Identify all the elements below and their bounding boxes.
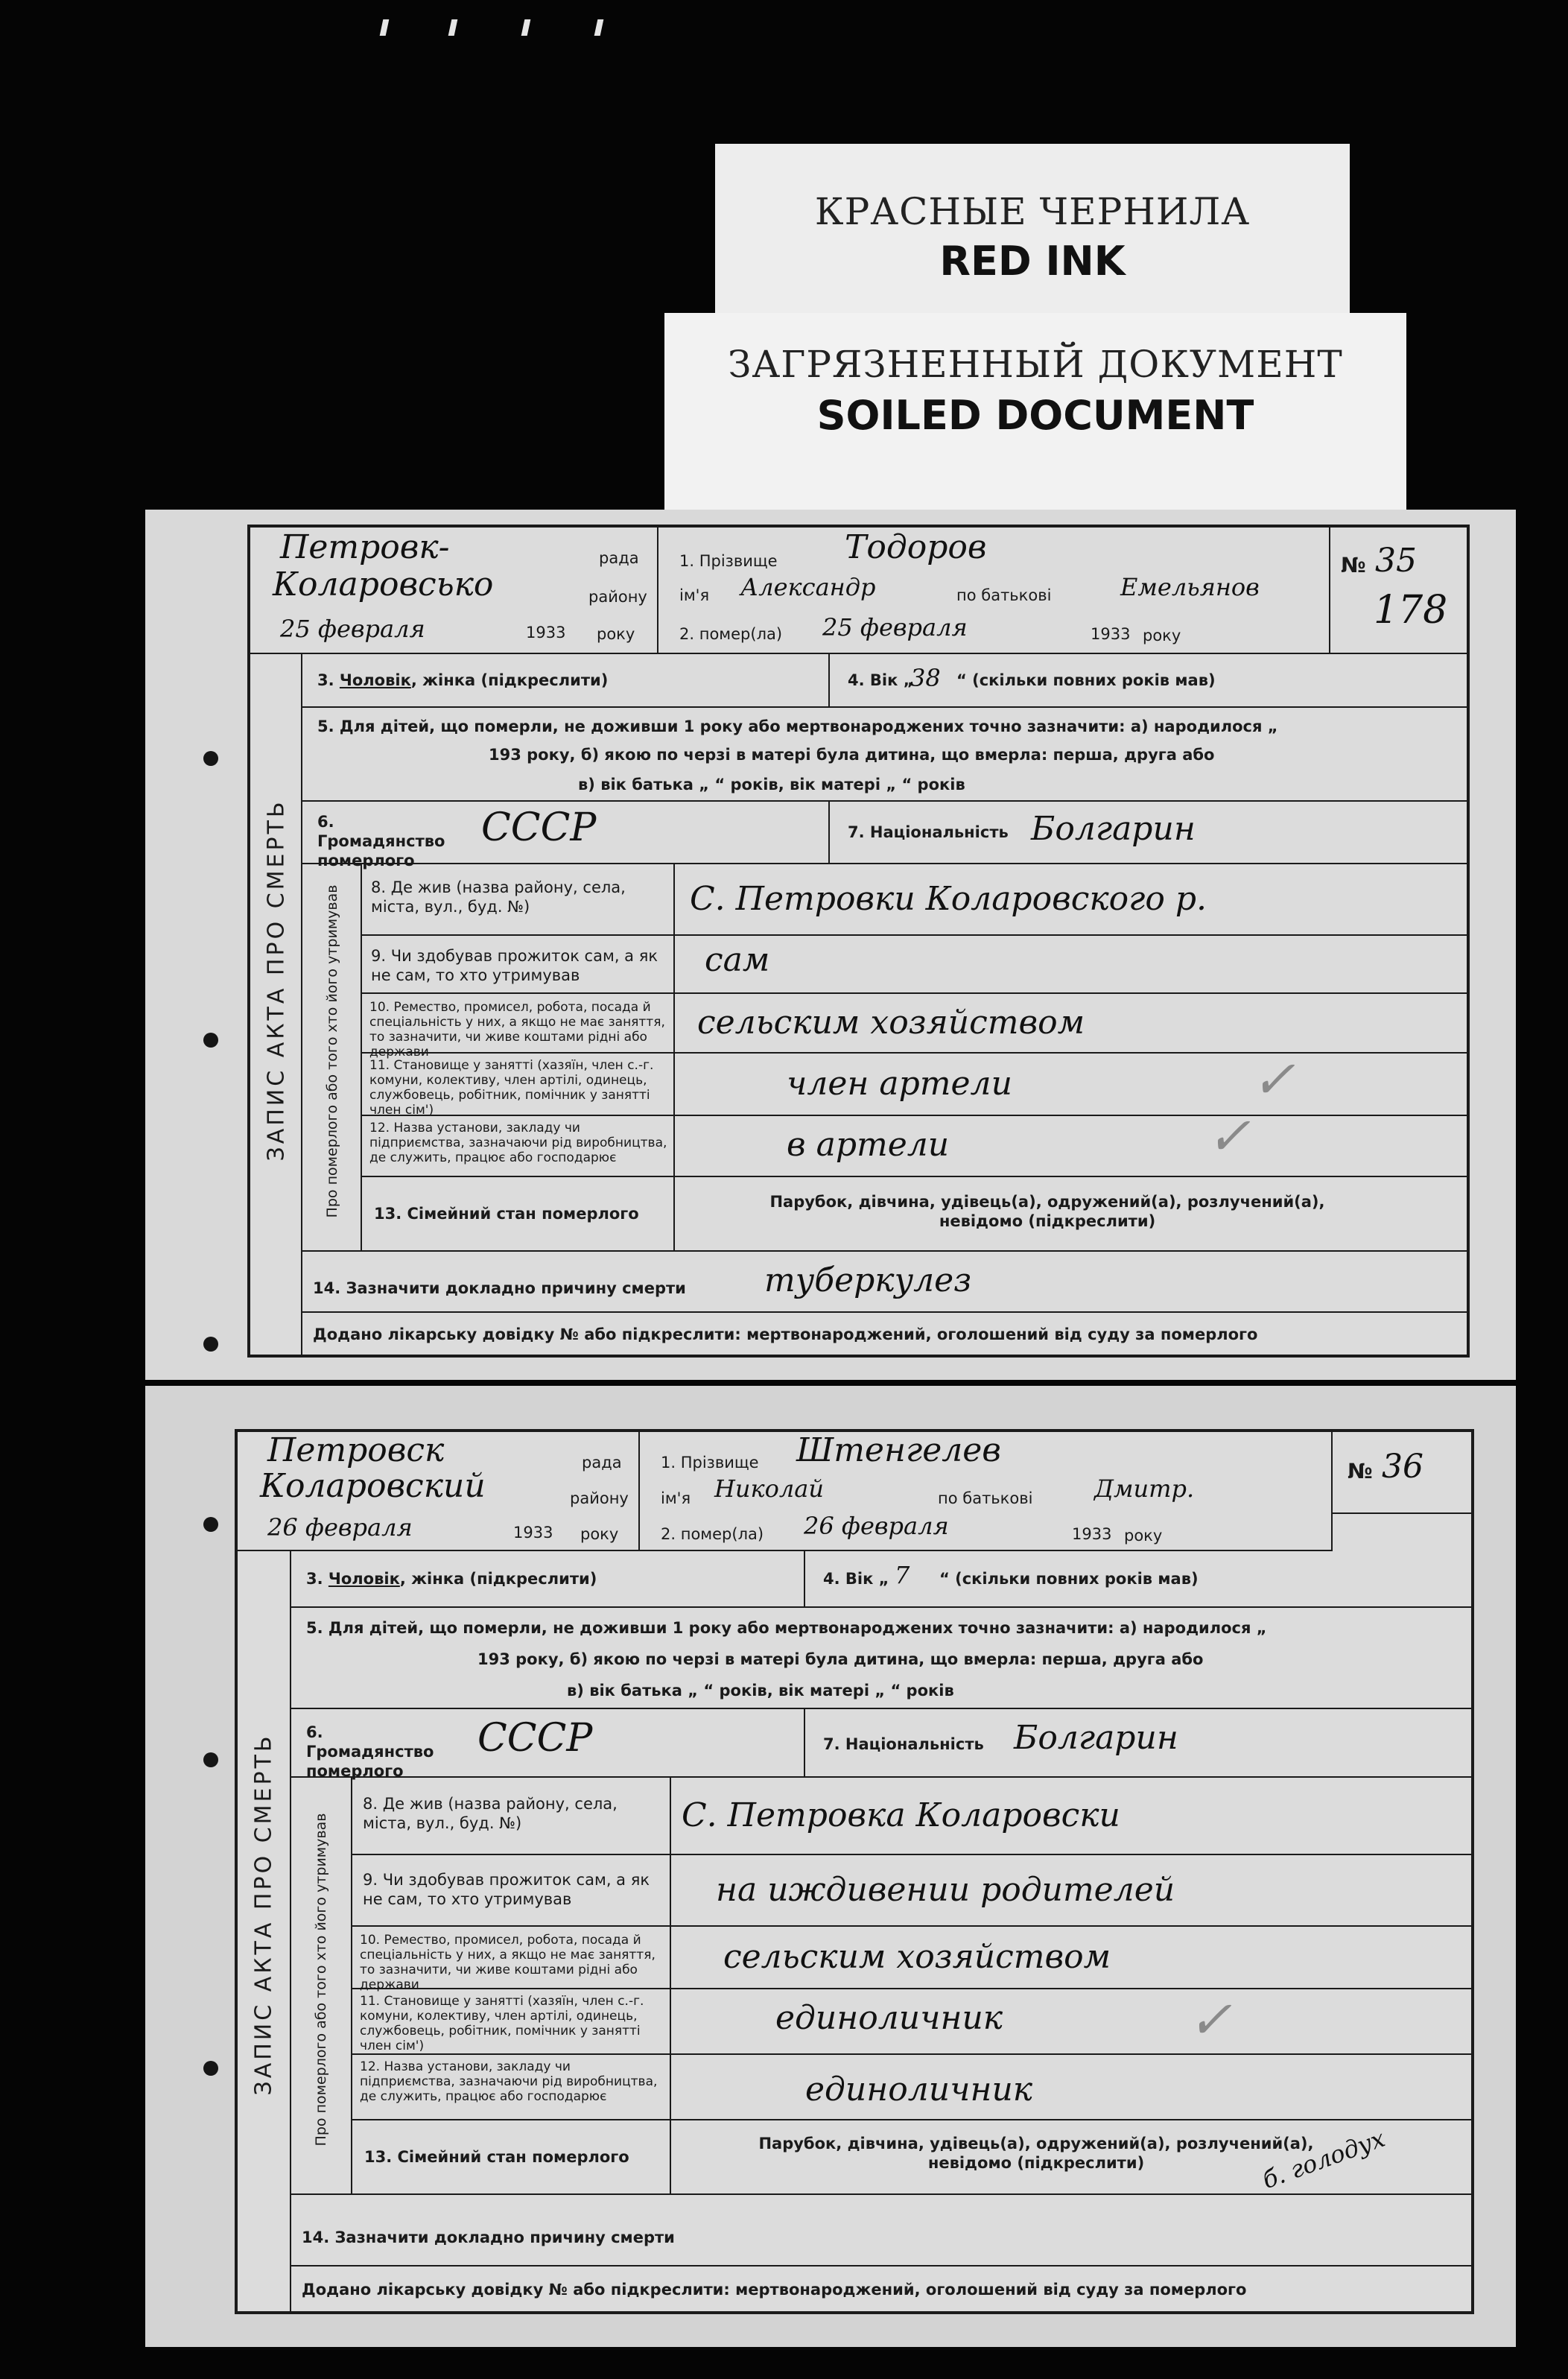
field-5-cell xyxy=(302,708,1467,802)
patronymic-value: Дмитр. xyxy=(1094,1474,1195,1503)
red-ink-label-ru: КРАСНЫЕ ЧЕРНИЛА xyxy=(814,190,1251,233)
surname-label: 1. Прізвище xyxy=(661,1454,759,1472)
side-title: ЗАПИС АКТА ПРО СМЕРТЬ xyxy=(263,799,290,1162)
died-year-label: року xyxy=(1143,627,1181,644)
soiled-label-en: SOILED DOCUMENT xyxy=(816,392,1254,439)
field-14-cell xyxy=(291,2195,1471,2266)
cause-of-death-value: туберкулез xyxy=(764,1261,972,1299)
footer-text: Додано лікарську довідку № або підкреслити: мертвонароджений, оголошений від суду за померлого xyxy=(313,1325,1258,1343)
field-11-value-cell xyxy=(671,1989,1471,2055)
number-sign: № xyxy=(1348,1459,1373,1483)
sub-column-title: Про померлого або того хто його утримував xyxy=(324,884,340,1218)
raion-value: Коларовсько xyxy=(273,566,494,604)
occupation-value: сельским хозяйством xyxy=(697,1004,1085,1042)
nationality-label: 7. Національність xyxy=(848,823,1009,841)
field-13-value-cell xyxy=(671,2120,1471,2195)
field-13-label: 13. Сімейний стан померлого xyxy=(374,1205,639,1223)
died-value: 25 февраля xyxy=(822,613,968,642)
field-11-label-cell xyxy=(362,1054,675,1116)
film-notch xyxy=(594,19,604,36)
record-number-cell xyxy=(1333,1432,1471,1514)
film-notch xyxy=(380,19,390,36)
death-record-sheet-2 xyxy=(145,1386,1516,2347)
sub-column-title: Про померлого або того хто його утримував xyxy=(313,1813,329,2147)
field-6-cell xyxy=(291,1709,805,1778)
field-8-value-cell xyxy=(671,1778,1471,1855)
field-11-label: 11. Становище у занятті (хазяїн, член с.-г. комуни, колективу, член артілі, одинець, службовець, робітник, помічник у занятті член сім') xyxy=(360,1994,644,2053)
field-4-cell xyxy=(830,654,1467,708)
field-5-line-3: в) вік батька „ “ років, вік матері „ “ років xyxy=(567,1682,954,1699)
footer-text: Додано лікарську довідку № або підкреслити: мертвонароджений, оголошений від суду за померлого xyxy=(302,2281,1247,2299)
field-13-value-cell xyxy=(675,1177,1467,1252)
field-13-label: 13. Сімейний стан померлого xyxy=(364,2148,629,2166)
header-person-cell xyxy=(658,528,1330,654)
name-label: ім'я xyxy=(661,1489,691,1507)
field-5-line-1: 5. Для дітей, що померли, не доживши 1 року або мертвонароджених точно зазначити: а) народилося „ xyxy=(306,1619,1267,1637)
field-9-label: 9. Чи здобував прожиток сам, а як не сам, то хто утримував xyxy=(371,947,658,984)
death-record-form-2 xyxy=(235,1429,1474,2314)
field-10-label: 10. Ремество, промисел, робота, посада й спеціальність у них, а якщо не має заняття, то зазначити, чи живе коштами рідні або держави xyxy=(360,1933,656,1992)
field-3-number: 3. xyxy=(317,671,334,689)
field-8-label: 8. Де жив (назва району, села, міста, вул., буд. №) xyxy=(363,1795,618,1832)
margin-note: б. голодух xyxy=(1258,2123,1389,2195)
field-14-label: 14. Зазначити докладно причину смерти xyxy=(302,2228,675,2246)
registration-year: 1933 xyxy=(526,624,566,642)
patronymic-label: по батькові xyxy=(956,586,1052,604)
citizenship-value: СССР xyxy=(481,805,597,850)
died-year: 1933 xyxy=(1091,625,1131,643)
died-label: 2. помер(ла) xyxy=(661,1525,764,1543)
number-sign: № xyxy=(1341,553,1366,577)
side-title-column xyxy=(238,1551,291,2311)
field-9-label-cell xyxy=(362,936,675,994)
field-12-value-cell xyxy=(671,2055,1471,2120)
field-10-label-cell xyxy=(362,994,675,1059)
age-label: 4. Вік „ xyxy=(848,671,914,689)
field-8-label-cell xyxy=(362,864,675,936)
name-value: Александр xyxy=(740,573,876,601)
died-year-label: року xyxy=(1124,1527,1163,1545)
field-10-value-cell xyxy=(671,1927,1471,1989)
field-12-label: 12. Назва установи, закладу чи підприємства, зазначаючи рід виробництва, де служить, працює або господарює xyxy=(369,1121,667,1165)
raion-value: Коларовский xyxy=(260,1467,486,1505)
binder-hole xyxy=(203,1033,218,1048)
citizenship-label: 6. Громадянство померлого xyxy=(306,1723,434,1780)
record-number-cell xyxy=(1330,528,1467,654)
year-label: року xyxy=(597,625,635,643)
checkmark-icon: ✓ xyxy=(1184,1989,1245,2050)
field-3-cell xyxy=(302,654,830,708)
field-3-label xyxy=(317,671,608,690)
field-6-cell xyxy=(302,802,830,869)
field-11-value-cell xyxy=(675,1049,1467,1116)
name-value: Николай xyxy=(714,1474,824,1503)
field-7-cell xyxy=(830,802,1467,864)
film-notch xyxy=(521,19,531,36)
support-value: сам xyxy=(705,941,770,979)
soiled-label-ru: ЗАГРЯЗНЕННЫЙ ДОКУМЕНТ xyxy=(728,343,1343,386)
rada-label: рада xyxy=(582,1454,622,1472)
age-label: 4. Вік „ xyxy=(823,1570,889,1588)
citizenship-label: 6. Громадянство померлого xyxy=(317,813,445,869)
field-12-label: 12. Назва установи, закладу чи підприємства, зазначаючи рід виробництва, де служить, працює або господарює xyxy=(360,2059,658,2104)
sex-man-underlined: Чоловік xyxy=(339,671,411,689)
year-label: року xyxy=(580,1525,619,1543)
death-record-form-1 xyxy=(247,525,1470,1358)
record-number-alt: 178 xyxy=(1374,588,1448,633)
registration-date-value: 26 февраля xyxy=(267,1513,413,1542)
binder-hole xyxy=(203,1337,218,1352)
sub-column xyxy=(302,864,362,1252)
checkmark-icon: ✓ xyxy=(1203,1106,1263,1167)
rada-value: Петровск xyxy=(267,1431,445,1469)
field-8-label: 8. Де жив (назва району, села, міста, вул., буд. №) xyxy=(371,878,626,916)
field-11-label-cell xyxy=(352,1989,671,2055)
field-5-line-1: 5. Для дітей, що померли, не доживши 1 року або мертвонароджених точно зазначити: а) народилося „ xyxy=(317,717,1278,735)
field-4-cell xyxy=(805,1551,1471,1608)
died-value: 26 февраля xyxy=(804,1512,949,1540)
registration-date-value: 25 февраля xyxy=(280,615,425,643)
citizenship-value: СССР xyxy=(477,1716,593,1761)
sex-instruction: , жінка (підкреслити) xyxy=(399,1570,597,1588)
footer-cell xyxy=(291,2266,1471,2311)
header-person-cell xyxy=(640,1432,1333,1551)
field-9-value-cell xyxy=(675,936,1467,994)
field-13-label-cell xyxy=(362,1177,675,1252)
name-label: ім'я xyxy=(679,586,710,604)
field-5-line-2: 193 року, б) якою по черзі в матері була дитина, що вмерла: перша, друга або xyxy=(489,746,1215,764)
field-14-cell xyxy=(302,1252,1467,1313)
field-5-line-2: 193 року, б) якою по черзі в матері була дитина, що вмерла: перша, друга або xyxy=(477,1650,1204,1668)
header-registry-cell xyxy=(238,1432,640,1551)
surname-value: Штенгелев xyxy=(796,1431,1001,1469)
surname-value: Тодоров xyxy=(845,528,987,566)
binder-hole xyxy=(203,751,218,766)
footer-cell xyxy=(302,1313,1467,1355)
field-12-label-cell xyxy=(362,1116,675,1177)
age-value: 7 xyxy=(895,1561,910,1589)
binder-hole xyxy=(203,1517,218,1532)
age-suffix: “ (скільки повних років мав) xyxy=(956,671,1216,689)
status-value: единоличник xyxy=(775,1999,1003,2037)
sub-column xyxy=(291,1778,352,2195)
registration-year: 1933 xyxy=(513,1524,553,1542)
field-5-line-3: в) вік батька „ “ років, вік матері „ “ років xyxy=(578,776,965,793)
field-3-number: 3. xyxy=(306,1570,323,1588)
field-12-label-cell xyxy=(352,2055,671,2120)
binder-hole xyxy=(203,2061,218,2076)
checkmark-icon: ✓ xyxy=(1248,1049,1308,1110)
died-label: 2. помер(ла) xyxy=(679,625,783,643)
red-ink-label-en: RED INK xyxy=(939,238,1126,285)
field-10-label-cell xyxy=(352,1927,671,1992)
sex-man-underlined: Чоловік xyxy=(328,1570,400,1588)
side-title: ЗАПИС АКТА ПРО СМЕРТЬ xyxy=(250,1733,277,2096)
patronymic-value: Емельянов xyxy=(1120,573,1260,601)
sex-instruction: , жінка (підкреслити) xyxy=(410,671,609,689)
residence-value: С. Петровки Коларовского р. xyxy=(690,880,1207,918)
death-record-sheet-1 xyxy=(145,510,1516,1380)
nationality-label: 7. Національність xyxy=(823,1735,984,1753)
field-8-label-cell xyxy=(352,1778,671,1855)
field-9-label-cell xyxy=(352,1855,671,1927)
soiled-document-label xyxy=(664,313,1406,510)
field-3-label xyxy=(306,1569,597,1588)
field-13-label-cell xyxy=(352,2120,671,2195)
raion-label: району xyxy=(588,588,647,606)
field-14-label: 14. Зазначити докладно причину смерти xyxy=(313,1279,686,1297)
patronymic-label: по батькові xyxy=(938,1489,1033,1507)
died-year: 1933 xyxy=(1072,1525,1112,1543)
nationality-value: Болгарин xyxy=(1031,810,1196,848)
field-11-label: 11. Становище у занятті (хазяїн, член с.-г. комуни, колективу, член артілі, одинець, службовець, робітник, помічник у занятті член сім') xyxy=(369,1058,654,1118)
residence-value: С. Петровка Коларовски xyxy=(682,1796,1120,1834)
nationality-value: Болгарин xyxy=(1014,1719,1178,1757)
field-10-label: 10. Ремество, промисел, робота, посада й спеціальність у них, а якщо не має заняття, то зазначити, чи живе коштами рідні або держави xyxy=(369,1000,665,1059)
rada-label: рада xyxy=(599,549,639,567)
field-9-value-cell xyxy=(671,1855,1471,1927)
age-suffix: “ (скільки повних років мав) xyxy=(939,1570,1199,1588)
surname-label: 1. Прізвище xyxy=(679,552,778,570)
binder-hole xyxy=(203,1752,218,1767)
red-ink-label xyxy=(715,144,1350,323)
institution-value: в артели xyxy=(787,1126,950,1164)
field-3-cell xyxy=(291,1551,805,1608)
record-number-value: 35 xyxy=(1375,542,1417,580)
institution-value: единоличник xyxy=(805,2071,1033,2109)
field-5-cell xyxy=(291,1608,1471,1709)
marital-options: Парубок, дівчина, удівець(а), одружений(а), розлучений(а), невідомо (підкреслити) xyxy=(769,1193,1325,1230)
field-12-value-cell xyxy=(675,1106,1467,1177)
occupation-value: сельским хозяйством xyxy=(723,1938,1111,1976)
field-7-cell xyxy=(805,1709,1471,1778)
age-value: 38 xyxy=(910,664,941,692)
film-notch xyxy=(448,19,458,36)
field-8-value-cell xyxy=(675,864,1467,936)
side-title-column xyxy=(250,654,302,1355)
rada-value: Петровк- xyxy=(280,528,450,566)
status-value: член артели xyxy=(787,1065,1012,1103)
support-value: на иждивении родителей xyxy=(716,1871,1175,1909)
raion-label: району xyxy=(570,1489,629,1507)
record-number-value: 36 xyxy=(1382,1448,1423,1486)
field-10-value-cell xyxy=(675,994,1467,1054)
marital-options: Парубок, дівчина, удівець(а), одружений(а), розлучений(а), невідомо (підкреслити) xyxy=(758,2135,1314,2172)
header-registry-cell xyxy=(250,528,658,654)
field-9-label: 9. Чи здобував прожиток сам, а як не сам, то хто утримував xyxy=(363,1871,650,1908)
